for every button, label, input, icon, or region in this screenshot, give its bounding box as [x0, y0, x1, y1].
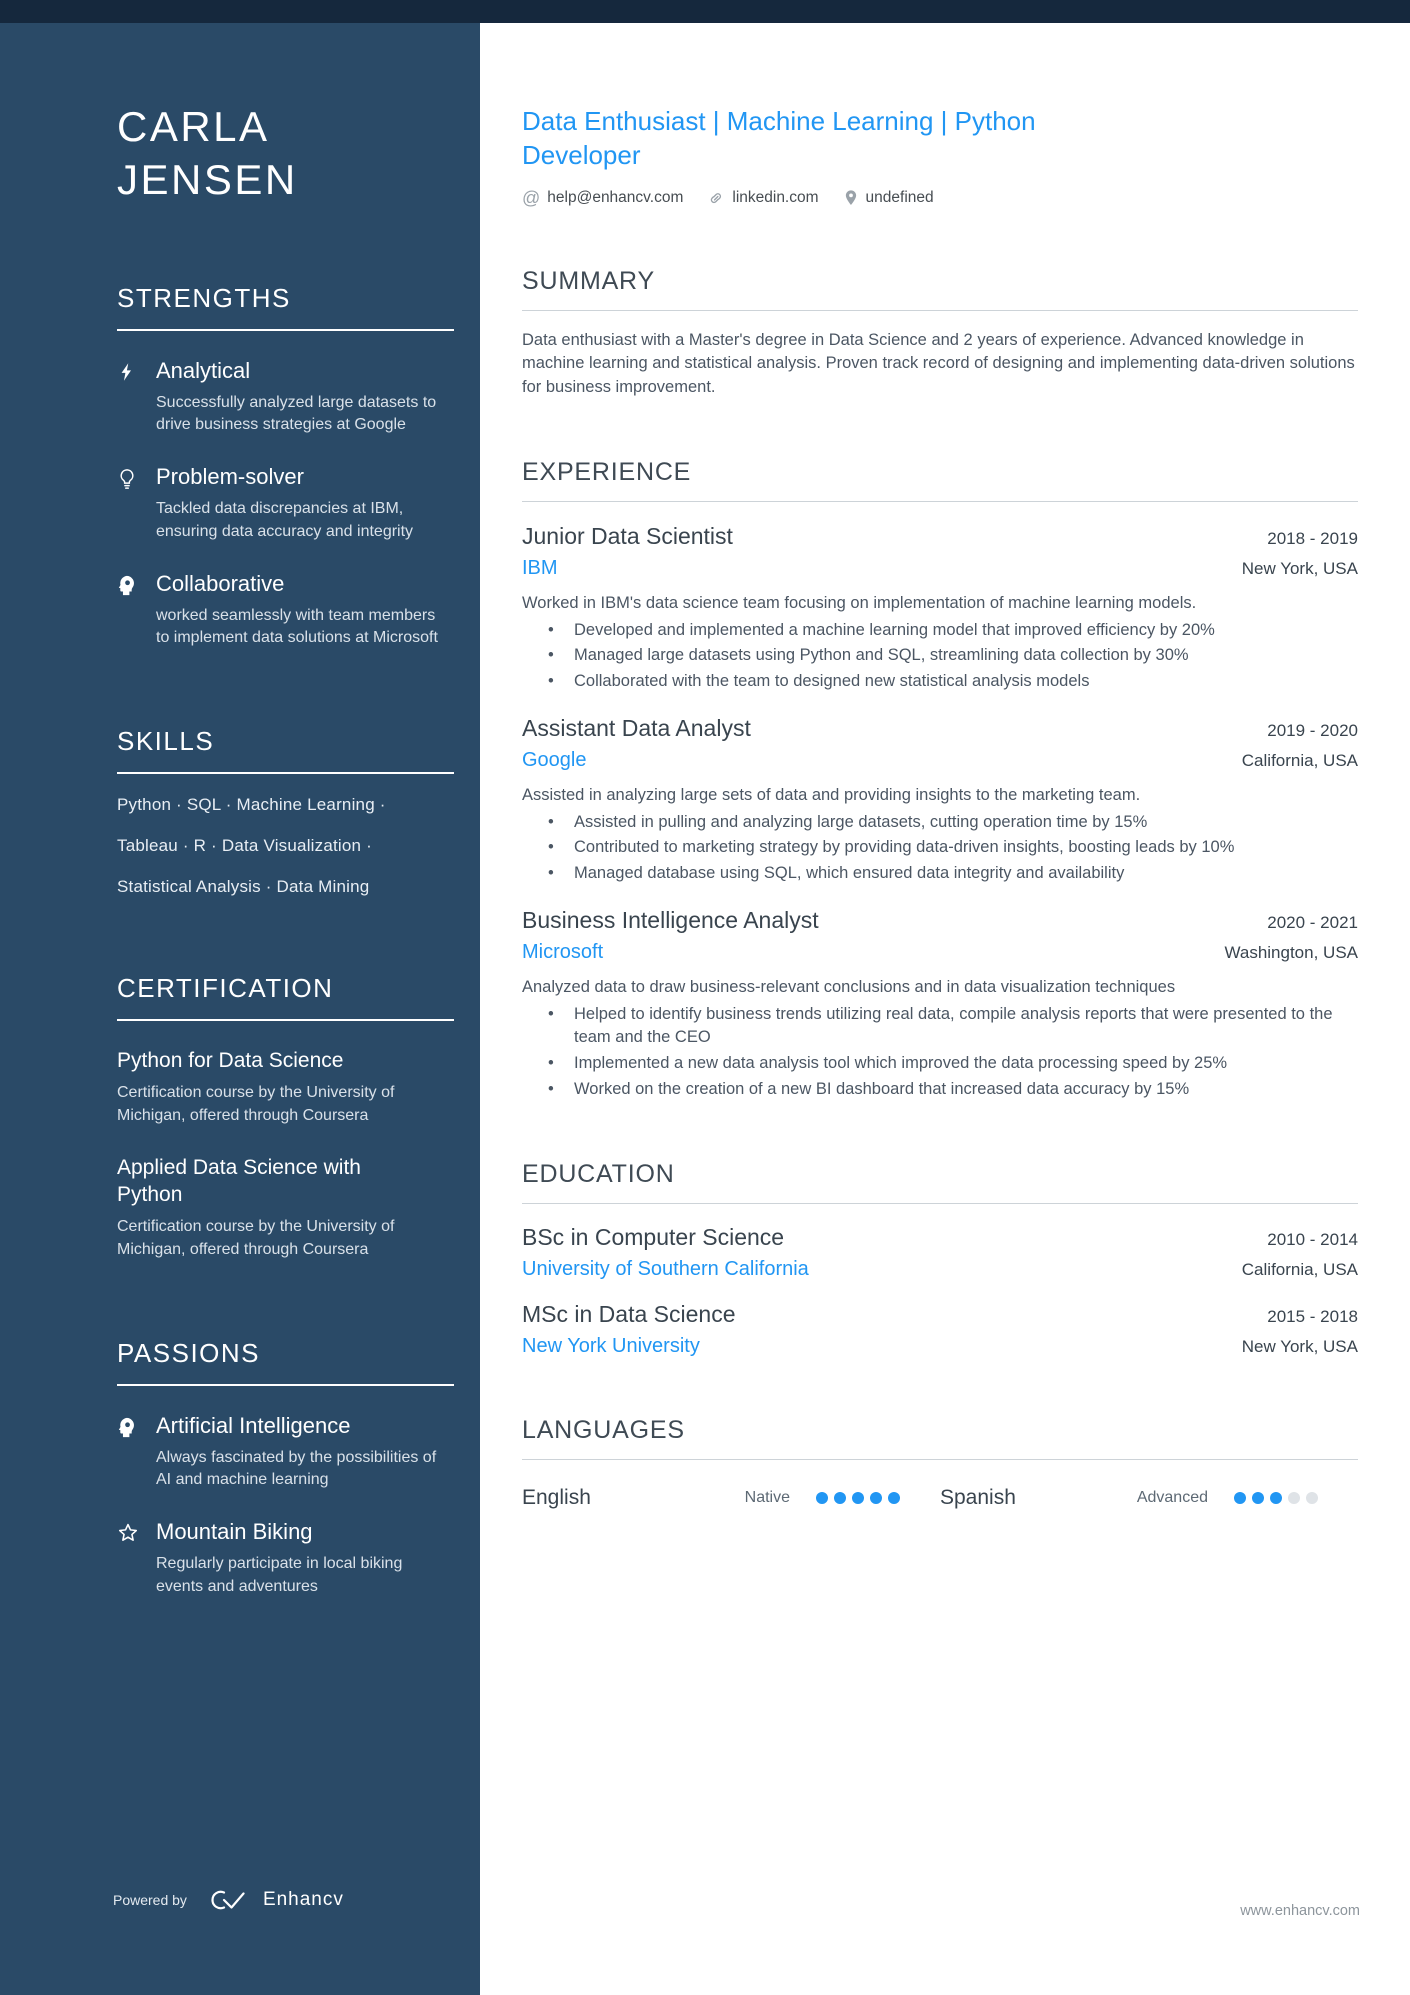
- job-description: Worked in IBM's data science team focusing on implementation of machine learning models.: [522, 593, 1197, 612]
- education-heading: EDUCATION: [522, 1159, 675, 1188]
- language-proficiency-dots: [1234, 1492, 1318, 1504]
- email-contact[interactable]: [522, 188, 683, 209]
- headline-title: Data Enthusiast | Machine Learning | Python Developer: [522, 106, 1036, 170]
- education-section: [522, 1160, 1358, 1358]
- star-icon: [117, 1519, 141, 1598]
- certification-title: Python for Data Science: [117, 1048, 344, 1072]
- school[interactable]: University of Southern California: [522, 1257, 809, 1280]
- head-icon: [117, 1413, 141, 1492]
- job-location: California, USA: [1241, 750, 1358, 770]
- skill-line: Statistical Analysis · Data Mining: [117, 876, 370, 896]
- strength-item-collaborative: [117, 571, 454, 650]
- languages-row: [522, 1486, 1358, 1510]
- education-dates: 2015 - 2018: [1267, 1306, 1358, 1326]
- enhancv-brand[interactable]: [207, 1887, 344, 1913]
- person-name-line2: JENSEN: [117, 156, 298, 204]
- job-company[interactable]: Microsoft: [522, 940, 604, 963]
- proficiency-dot: [1234, 1492, 1246, 1504]
- job-bullet: • Implemented a new data analysis tool which improved the data processing speed by 25%: [522, 1052, 1358, 1076]
- certification-divider: [117, 1019, 454, 1021]
- certification-description: Certification course by the University of Michigan, offered through Coursera: [117, 1218, 395, 1259]
- linkedin-contact[interactable]: [707, 189, 818, 207]
- language-level: Native: [744, 1488, 790, 1506]
- job-dates: 2019 - 2020: [1267, 720, 1358, 740]
- experience-divider: [522, 501, 1358, 502]
- summary-divider: [522, 310, 1358, 311]
- experience-item-ibm: [522, 523, 1358, 694]
- languages-section: [522, 1416, 1358, 1510]
- education-dates: 2010 - 2014: [1267, 1229, 1358, 1249]
- education-item-bsc: [522, 1224, 1358, 1281]
- strengths-section: [117, 283, 454, 650]
- job-company[interactable]: Google: [522, 748, 587, 771]
- passion-item-mountain-biking: [117, 1519, 454, 1598]
- language-name: English: [522, 1485, 591, 1509]
- job-description: Assisted in analyzing large sets of data and providing insights to the marketing team.: [522, 785, 1141, 804]
- languages-divider: [522, 1459, 1358, 1460]
- job-bullet: • Worked on the creation of a new BI dashboard that increased data accuracy by 15%: [522, 1078, 1358, 1102]
- job-bullet: • Developed and implemented a machine learning model that improved efficiency by 20%: [522, 619, 1358, 643]
- education-item-msc: [522, 1301, 1358, 1358]
- strength-description: Tackled data discrepancies at IBM, ensuring data accuracy and integrity: [156, 500, 414, 540]
- top-accent-bar: [0, 0, 1410, 23]
- job-title: Junior Data Scientist: [522, 522, 733, 549]
- skills-heading: SKILLS: [117, 725, 215, 756]
- job-title: Business Intelligence Analyst: [522, 906, 819, 933]
- languages-heading: LANGUAGES: [522, 1415, 685, 1444]
- skill-line: Python · SQL · Machine Learning ·: [117, 794, 386, 814]
- proficiency-dot: [1270, 1492, 1282, 1504]
- passion-description: Always fascinated by the possibilities of AI and machine learning: [156, 1448, 437, 1489]
- language-name: Spanish: [940, 1485, 1016, 1509]
- job-bullet: • Collaborated with the team to designed new statistical analysis models: [522, 670, 1358, 694]
- experience-heading: EXPERIENCE: [522, 457, 692, 486]
- skill-line: Tableau · R · Data Visualization ·: [117, 835, 372, 855]
- strength-title: Problem-solver: [156, 464, 304, 490]
- job-dates: 2020 - 2021: [1267, 912, 1358, 932]
- job-bullet: • Helped to identify business trends utilizing real data, compile analysis reports that were presented to the team and the CEO: [522, 1003, 1358, 1051]
- language-proficiency-dots: [816, 1492, 900, 1504]
- enhancv-logo: [207, 1887, 253, 1913]
- proficiency-dot: [1306, 1492, 1318, 1504]
- skills-section: [117, 726, 454, 897]
- language-level: Advanced: [1136, 1488, 1208, 1506]
- strength-item-analytical: [117, 358, 454, 437]
- passion-title: Artificial Intelligence: [156, 1412, 351, 1438]
- summary-heading: SUMMARY: [522, 266, 655, 295]
- person-name: [117, 100, 454, 207]
- certification-item: [117, 1154, 454, 1262]
- main-column: [480, 23, 1410, 1995]
- certification-title: Applied Data Science with Python: [117, 1155, 361, 1206]
- job-bullets: [522, 811, 1358, 886]
- passions-section: [117, 1338, 454, 1599]
- proficiency-dot: [1252, 1492, 1264, 1504]
- strengths-heading: STRENGTHS: [117, 282, 291, 313]
- location-contact: [843, 189, 934, 207]
- job-title: Assistant Data Analyst: [522, 714, 751, 741]
- job-bullet: • Managed large datasets using Python and SQL, streamlining data collection by 30%: [522, 644, 1358, 668]
- strength-description: Successfully analyzed large datasets to drive business strategies at Google: [156, 393, 437, 434]
- job-location: Washington, USA: [1224, 942, 1358, 962]
- education-divider: [522, 1203, 1358, 1204]
- job-bullets: [522, 619, 1358, 694]
- job-bullet: • Assisted in pulling and analyzing large datasets, cutting operation time by 15%: [522, 811, 1358, 835]
- strengths-divider: [117, 329, 454, 331]
- passion-title: Mountain Biking: [156, 1519, 313, 1545]
- link-icon: [707, 189, 725, 207]
- job-company[interactable]: IBM: [522, 556, 558, 579]
- job-dates: 2018 - 2019: [1267, 528, 1358, 548]
- lightning-icon: [117, 358, 141, 437]
- education-location: New York, USA: [1241, 1336, 1358, 1356]
- proficiency-dot: [834, 1492, 846, 1504]
- experience-item-microsoft: [522, 907, 1358, 1102]
- strength-description: worked seamlessly with team members to implement data solutions at Microsoft: [156, 606, 438, 647]
- language-item-english: [522, 1486, 900, 1510]
- proficiency-dot: [888, 1492, 900, 1504]
- job-bullet: • Contributed to marketing strategy by providing data-driven insights, boosting leads by 10%: [522, 836, 1358, 860]
- strength-title: Analytical: [156, 357, 251, 383]
- proficiency-dot: [852, 1492, 864, 1504]
- degree: BSc in Computer Science: [522, 1223, 785, 1250]
- linkedin-text: linkedin.com: [732, 189, 819, 207]
- email-text: help@enhancv.com: [547, 189, 684, 207]
- language-item-spanish: [940, 1486, 1318, 1510]
- degree: MSc in Data Science: [522, 1300, 736, 1327]
- school[interactable]: New York University: [522, 1334, 700, 1357]
- certification-section: [117, 973, 454, 1262]
- enhancv-website-link[interactable]: www.enhancv.com: [1240, 1903, 1360, 1919]
- brand-name: Enhancv: [262, 1889, 344, 1910]
- head-icon: [117, 571, 141, 650]
- summary-section: [522, 267, 1358, 400]
- person-name-line1: CARLA: [117, 103, 270, 150]
- powered-by-label: Powered by: [113, 1892, 187, 1908]
- education-location: California, USA: [1241, 1259, 1358, 1279]
- certification-description: Certification course by the University of Michigan, offered through Coursera: [117, 1084, 395, 1124]
- skills-divider: [117, 772, 454, 774]
- passion-item-ai: [117, 1413, 454, 1492]
- experience-item-google: [522, 715, 1358, 886]
- job-location: New York, USA: [1241, 558, 1358, 578]
- passions-heading: PASSIONS: [117, 1337, 261, 1368]
- job-description: Analyzed data to draw business-relevant conclusions and in data visualization techniques: [522, 977, 1176, 996]
- sidebar: [0, 23, 480, 1995]
- strength-item-problem-solver: [117, 464, 454, 543]
- at-icon: @: [522, 187, 541, 208]
- lightbulb-icon: [117, 464, 141, 543]
- strength-title: Collaborative: [156, 570, 285, 596]
- passion-description: Regularly participate in local biking events and adventures: [156, 1555, 403, 1595]
- certification-heading: CERTIFICATION: [117, 972, 334, 1003]
- certification-item: [117, 1047, 454, 1128]
- proficiency-dot: [870, 1492, 882, 1504]
- experience-section: [522, 458, 1358, 1102]
- proficiency-dot: [1288, 1492, 1300, 1504]
- job-bullet: • Managed database using SQL, which ensured data integrity and availability: [522, 862, 1358, 886]
- job-bullets: [522, 1003, 1358, 1102]
- passions-divider: [117, 1384, 454, 1386]
- contact-row: [522, 188, 1358, 209]
- proficiency-dot: [816, 1492, 828, 1504]
- location-text: undefined: [865, 189, 934, 207]
- summary-text: Data enthusiast with a Master's degree in Data Science and 2 years of experience. Advanced knowledge in machine learning and statistical analysis. Proven track record of designing and implementing data-driven solutions for business improvement.: [522, 330, 1355, 397]
- location-pin-icon: [843, 189, 859, 207]
- sidebar-footer: [113, 1887, 344, 1913]
